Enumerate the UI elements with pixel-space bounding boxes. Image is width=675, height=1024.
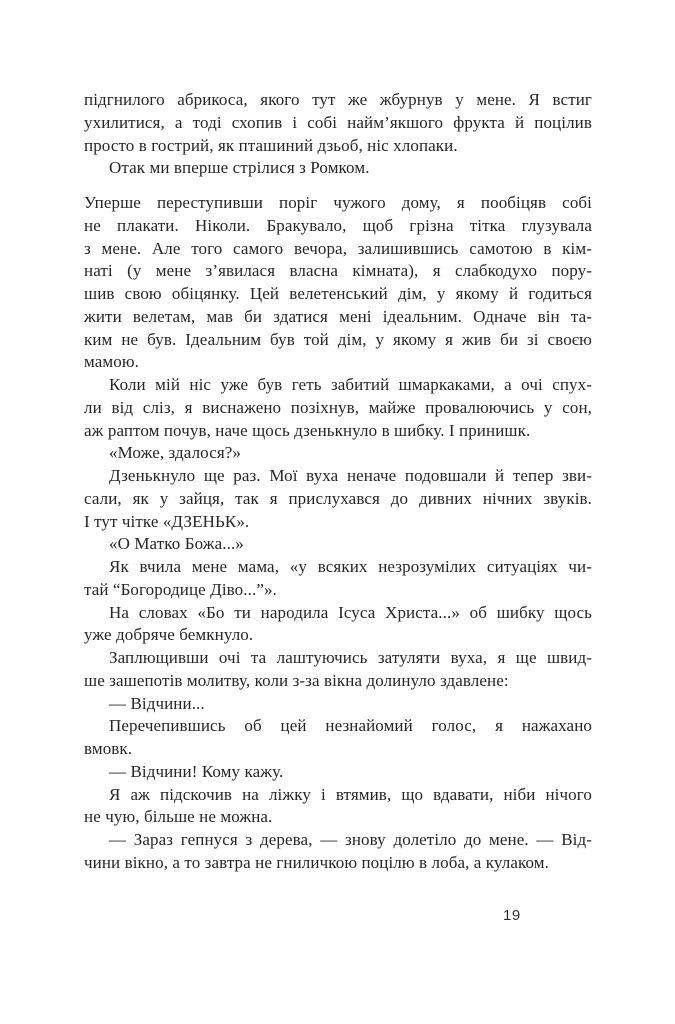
text-line: — Зараз гепнуся з дерева, — знову долетіло до мене. — Від- (109, 830, 592, 849)
paragraph-12 (84, 715, 592, 761)
text-line: Коли мій ніс уже був геть забитий шмаркаками, а очі спух- (109, 375, 592, 394)
paragraph-1 (84, 89, 592, 157)
text-line: — Відчини... (109, 693, 205, 713)
text-line: наті (у мене з’явилася власна кімната), я слабкодухо пору- (84, 261, 592, 281)
text-line: мамою. (84, 352, 139, 372)
text-line: «Може, здалося?» (109, 443, 242, 463)
paragraph-13 (84, 761, 592, 784)
paragraph-4 (84, 374, 592, 442)
paragraph-5 (84, 442, 592, 465)
paragraph-7 (84, 533, 592, 556)
text-line: Як вчила мене мама, «у всяких незрозумілих ситуаціях чи- (109, 557, 592, 576)
paragraph-3 (84, 192, 592, 374)
text-line: Дзенькнуло ще раз. Мої вуха неначе подовшали й тепер зви- (109, 466, 592, 485)
text-line: шив свою обіцянку. Цей велетенський дім, у якому й годиться (84, 284, 592, 303)
text-line: сали, як у зайця, так я прислухався до дивних нічних звуків. (84, 488, 592, 508)
text-line: не чую, більше не можна. (84, 807, 273, 827)
text-line: жити велетам, мав би здатися мені ідеальним. Одначе він та- (84, 306, 592, 326)
text-line: ше зашепотів молитву, коли з-за вікна долинуло здавлене: (84, 670, 509, 690)
paragraph-11 (84, 693, 592, 716)
text-line: просто в гострий, як пташиний дзьоб, ніс хлопаки. (84, 135, 458, 155)
text-line: чини вікно, а то завтра не гниличкою поцілю в лоба, а кулаком. (84, 852, 549, 872)
page-number: 19 (503, 907, 521, 924)
text-line: Отак ми вперше стрілися з Ромком. (109, 158, 370, 178)
text-line: ким не був. Ідеальним був той дім, у якому я жив би зі своєю (84, 329, 592, 349)
paragraph-2 (84, 157, 592, 180)
paragraph-8 (84, 556, 592, 602)
text-line: На словах «Бо ти народила Ісуса Христа...» об шибку щось (109, 602, 592, 622)
text-line: Перечепившись об цей незнайомий голос, я нажахано (109, 716, 592, 736)
paragraph-14 (84, 784, 592, 830)
text-line: — Відчини! Кому кажу. (109, 761, 284, 781)
text-line: аж раптом почув, наче щось дзенькнуло в шибку. І принишк. (84, 420, 531, 440)
paragraph-10 (84, 647, 592, 693)
page-text (84, 89, 592, 875)
paragraph-9 (84, 602, 592, 648)
text-line: підгнилого абрикоса, якого тут же жбурнув у мене. Я встиг (84, 90, 592, 109)
text-line: Уперше переступивши поріг чужого дому, я пообіцяв собі (84, 193, 592, 212)
text-line: тай “Богородице Діво...”». (84, 579, 277, 599)
text-line: Заплющивши очі та лаштуючись затуляти вуха, я ще швид- (109, 648, 592, 667)
text-line: уже добряче бемкнуло. (84, 625, 254, 645)
text-line: І тут чітке «ДЗЕНЬК». (84, 511, 250, 531)
text-line: ли від сліз, я виснажено позіхнув, майже провалюючись у сон, (84, 397, 592, 417)
text-line: з мене. Але того самого вечора, залишившись самотою в кім- (84, 238, 592, 258)
text-line: не плакати. Ніколи. Бракувало, щоб грізна тітка глузувала (84, 215, 592, 235)
paragraph-15 (84, 829, 592, 875)
text-line: «О Матко Божа...» (109, 534, 244, 554)
paragraph-6 (84, 465, 592, 533)
text-line: ухилитися, а тоді схопив і собі найм’якшого фрукта й поцілив (84, 112, 592, 132)
text-line: Я аж підскочив на ліжку і втямив, що вдавати, ніби нічого (109, 784, 592, 804)
text-line: вмовк. (84, 739, 133, 758)
